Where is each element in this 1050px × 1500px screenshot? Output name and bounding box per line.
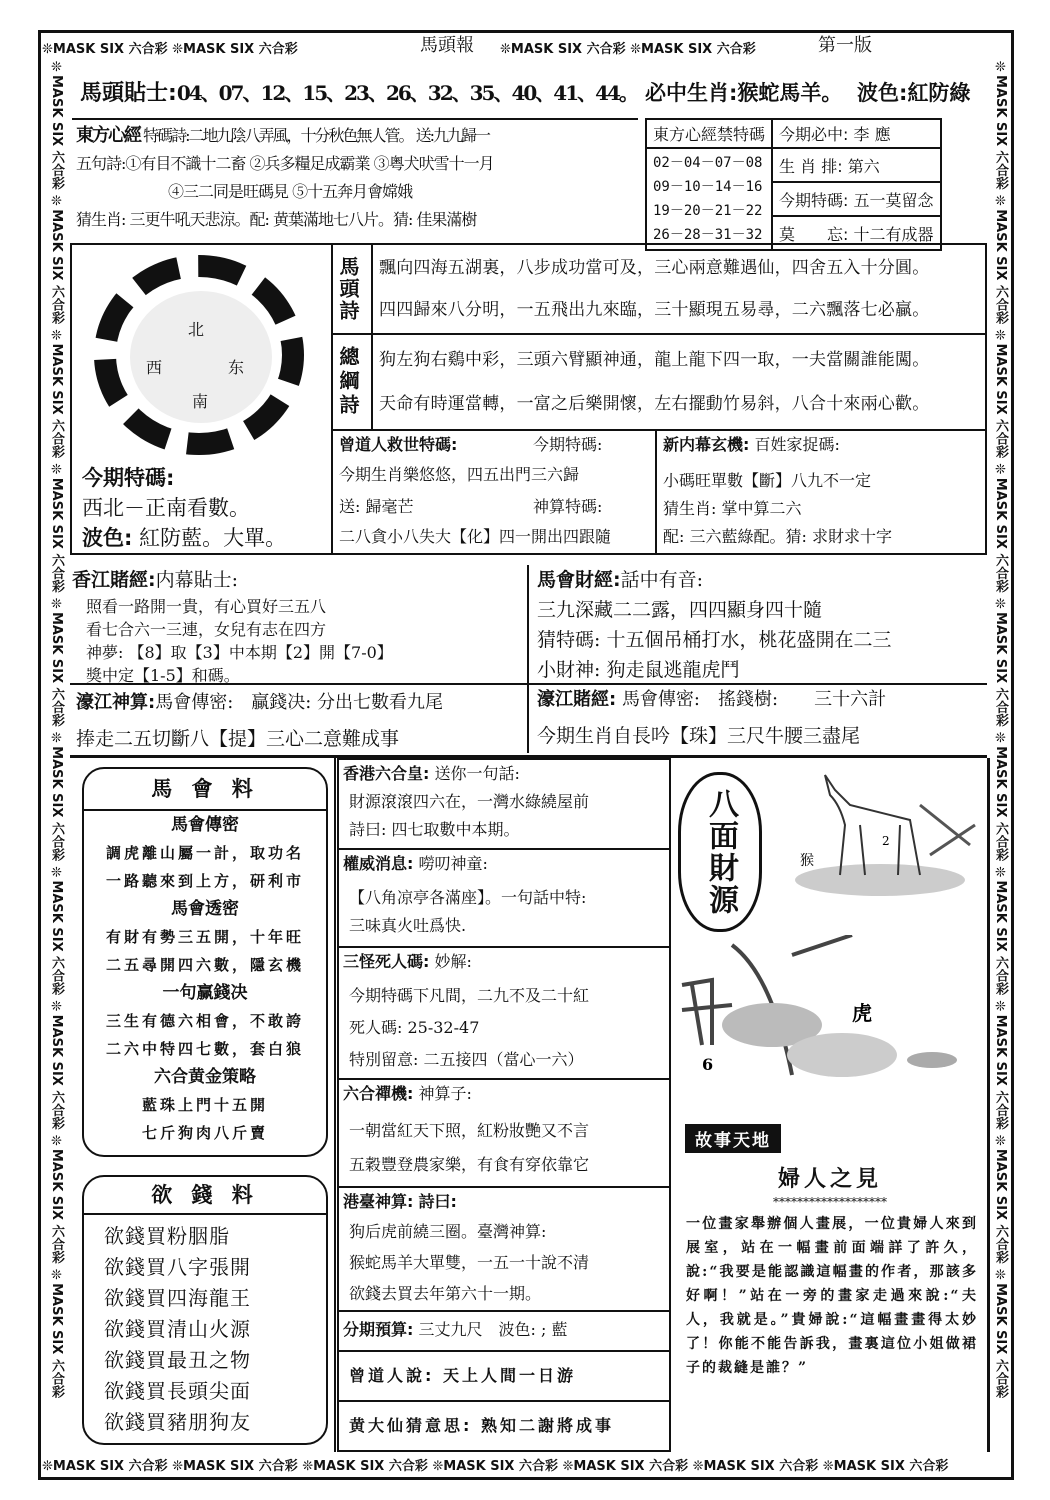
tips-numbers: 04、07、12、15、23、26、32、35、40、41、44。 — [176, 81, 637, 105]
xiangjiang-section — [72, 565, 527, 687]
poem-label: 總綱詩 — [333, 335, 373, 429]
poem-line: 天命有時運當轉，一富之后樂開懷，左右擺動竹易斜，八合十來兩心歡。 — [379, 394, 930, 414]
dongfang-section — [72, 118, 638, 242]
haojiang-shensuan — [76, 688, 443, 754]
line: 小碼旺單數【斷】八九不一定 — [663, 471, 872, 490]
item-value: 第六 — [847, 156, 880, 176]
table-item — [772, 119, 941, 148]
section-sub: 内幕貼士: — [155, 569, 239, 591]
poem-line: 飄向四海五湖裏，八步成功當可及，三心兩意難遇仙，四舍五入十分圓。 — [379, 258, 930, 278]
east-label: 东 — [228, 358, 245, 377]
matou-poem — [331, 243, 987, 335]
zonggang-poem — [331, 333, 987, 431]
item-label: 今期必中: — [779, 125, 849, 144]
tiger-illustration — [672, 935, 987, 1085]
sanguai-section — [337, 946, 671, 1080]
line: 三丈九尺 波色: ; 藍 — [418, 1320, 568, 1339]
huang-daxian — [337, 1400, 671, 1452]
section-head: 一句赢錢决 — [162, 983, 248, 1003]
section-sub: 話中有音: — [620, 569, 704, 591]
strip-repeat: ❊MASK SIX 六合彩 ❊MASK SIX 六合彩 — [500, 42, 756, 57]
south-label: 南 — [192, 392, 209, 411]
section-sub: 妙解: — [434, 952, 472, 971]
guess-line: 猜生肖: 三更牛吼天悲涼。配: 黄葉滿地七八片。猜: 佳果滿樹 — [76, 210, 477, 229]
section-sub: 馬會傳密: 搖錢樹: 三十六計 — [621, 689, 887, 710]
table-header: 東方心經禁特碼 — [646, 119, 772, 148]
section-head: 馬會傳密 — [171, 815, 239, 835]
forbidden-table — [645, 118, 942, 251]
five-label: 五句詩: — [76, 154, 126, 173]
section-title: 三怪死人碼: — [343, 952, 430, 971]
number-row: 09－10－14－16 — [653, 179, 763, 195]
bottom-strip — [42, 1455, 1010, 1475]
line: 欲錢去買去年第六十一期。 — [349, 1284, 542, 1303]
section-title: 曾道人救世特碼: — [339, 435, 458, 454]
xinnei-section — [655, 429, 987, 555]
color-label: 波色: — [82, 526, 133, 550]
section-head: 馬會透密 — [171, 899, 239, 919]
section-line: 藍珠上門十五開 — [141, 1096, 268, 1114]
item-label: 生 肖 排: — [779, 156, 843, 176]
section-title: 權威消息: — [343, 854, 414, 873]
line: 神算特碼: — [533, 497, 603, 516]
line: 死人碼: 25-32-47 — [349, 1018, 480, 1037]
line: 獎中定【1-5】和碼。 — [86, 666, 240, 685]
special-title: 今期特碼: — [82, 466, 175, 490]
north-label: 北 — [188, 320, 205, 339]
five-line-1: ①有目不識十二畜 ②兵多糧足成霸業 ③粵犬吠雪十一月 — [125, 154, 494, 173]
poem-label: 特碼詩: — [143, 126, 189, 145]
section-title: 香港六合皇: — [343, 764, 430, 783]
line: 三味真火吐爲快. — [349, 916, 467, 935]
section-sub: 送你一句話: — [434, 764, 520, 783]
yuqian-liao-box — [82, 1175, 328, 1445]
section-title: 馬會財經: — [537, 569, 621, 591]
bamian-badge — [678, 772, 762, 932]
masthead-strip — [42, 38, 414, 58]
section-title: 濠江神算: — [76, 692, 156, 713]
section-head: 六合黄金策略 — [154, 1067, 256, 1087]
section-title: 港臺神算: — [343, 1192, 414, 1211]
list-item: 欲錢買四海龍王 — [104, 1286, 251, 1310]
list-item: 欲錢買八字張開 — [104, 1255, 251, 1279]
five-line-2: ④三二同是旺碼見 ⑤十五奔月會嫦娥 — [168, 182, 413, 201]
line: 三九深藏二二露，四四顯身四十隨 — [537, 599, 823, 621]
list-item: 欲錢買粉胭脂 — [104, 1224, 230, 1248]
must-win-zodiac — [645, 78, 970, 108]
tiger-label: 虎 — [852, 1001, 872, 1025]
list-item: 欲錢買長頭尖面 — [104, 1379, 251, 1403]
yuqian-lines — [84, 1215, 326, 1438]
number-row: 26－28－31－32 — [653, 227, 763, 243]
line: 詩曰: 四七取數中本期。 — [349, 820, 520, 839]
line: 【八角凉亭各滿座】。一句話中特: — [349, 888, 587, 907]
line: 今期生肖自長吟【珠】三尺牛腰三盡尾 — [537, 725, 861, 747]
list-item: 欲錢買清山火源 — [104, 1317, 251, 1341]
strip-repeat: ❊MASK SIX 六合彩 ❊MASK SIX 六合彩 — [42, 42, 298, 57]
horse-tips — [80, 78, 637, 109]
line: 照看一路開一貴，有心買好三五八 — [86, 597, 327, 616]
section-sub: 嘮叨神童: — [418, 854, 488, 873]
mahui-sections — [84, 811, 326, 1147]
right-strip — [988, 60, 1010, 1450]
section-title: 濠江賭經: — [537, 689, 617, 710]
section-line: 有財有勢三五開，十年旺 — [105, 928, 304, 946]
hk-liuhe-section — [337, 758, 671, 850]
line: 曾道人說: 天上人間一日游 — [349, 1366, 576, 1385]
section-title: 六合禪機: — [343, 1084, 414, 1103]
deer-monkey-illustration — [770, 765, 985, 900]
fenqi-section — [337, 1310, 671, 1352]
compass-section — [70, 243, 333, 555]
number-row: 19－20－21－22 — [653, 203, 763, 219]
section-line: 調虎離山屬一計，取功名 — [105, 844, 304, 862]
line: 五穀豐登農家樂，有食有穿依靠它 — [349, 1155, 590, 1174]
poem-label: 馬頭詩 — [333, 245, 373, 333]
line: 今期生肖樂悠悠，四五出門三六歸 — [339, 465, 580, 484]
line: 狗后虎前繞三圈。臺灣神算: — [349, 1222, 547, 1241]
line: 今期特碼下凡間，二九不及二十紅 — [349, 986, 590, 1005]
line: 一朝當紅天下照，紅粉妝艷又不言 — [349, 1121, 590, 1140]
line: 特別留意: 二五接四（當心一六） — [349, 1050, 584, 1069]
section-line: 七斤狗肉八斤賣 — [141, 1124, 268, 1142]
edition-label: 第一版 — [818, 35, 872, 56]
color-label: 波色: — [857, 81, 908, 105]
masthead-strip — [892, 38, 1010, 58]
box-title: 欲 錢 料 — [84, 1177, 326, 1215]
section-sub: 今期特碼: — [533, 435, 603, 454]
item-value: 五一莫留念 — [853, 190, 934, 210]
haojiang-dujing — [527, 685, 886, 753]
color-value: 紅防綠 — [907, 81, 971, 105]
number-label: 2 — [882, 834, 890, 848]
line: 看七合六一三連，女兒有志在四方 — [86, 620, 327, 639]
section-title: 東方心經 — [76, 125, 140, 146]
send-text: 九九歸一 — [433, 126, 490, 145]
item-label: 今期特碼: — [779, 190, 849, 210]
monkey-label: 猴 — [800, 853, 814, 869]
number-label: 6 — [702, 1055, 714, 1074]
section-title: 香江賭經: — [72, 569, 156, 591]
poem-line: 四四歸來八分明，一五飛出九來臨，三十顯現五易尋，二六飄落七必贏。 — [379, 300, 930, 320]
paper-name: 馬頭報 — [420, 35, 474, 56]
line: 猜特碼: 十五個吊桶打水，桃花盛開在二三 — [537, 629, 892, 651]
west-label: 西 — [146, 358, 163, 377]
section-line: 二五尋開四六數，隱玄機 — [105, 956, 304, 974]
poem-text: 二地九陰八弄風，十分秋色無人管。 — [188, 126, 413, 145]
line: 黄大仙猜意思: 熟知二謝將成事 — [349, 1416, 614, 1435]
story-divider: ******************* — [773, 1195, 887, 1209]
send-label: 送: — [415, 126, 434, 145]
poem-line: 狗左狗右鷄中彩，三頭六臂顯神通，龍上龍下四一取，一夫當關誰能闖。 — [379, 350, 930, 370]
masthead-strip — [500, 38, 812, 58]
quanwei-section — [337, 848, 671, 948]
zodiac-value: 猴蛇馬羊。 — [737, 81, 843, 105]
badge-text: 八面財源 — [703, 788, 738, 916]
section-line: 三生有德六相會，不敢誇 — [105, 1012, 304, 1030]
section-sub: 馬會傳密: 贏錢决: 分出七數看九尾 — [155, 692, 444, 713]
section-sub: 神算子: — [418, 1084, 472, 1103]
line: 小財神: 狗走鼠逃龍虎鬥 — [537, 659, 740, 681]
section-title: 新内幕玄機: — [663, 435, 750, 454]
left-strip — [42, 60, 66, 1450]
mahui-liao-box — [82, 767, 328, 1157]
box-title: 馬 會 料 — [84, 769, 326, 811]
strip-repeat: ❊MASK SIX 六合彩 ❊MASK SIX 六合彩 ❊MASK SIX 六合彩 ❊MASK SIX 六合彩 ❊MASK SIX 六合彩 ❊MASK SIX 六合彩 ❊MASK SIX 六合彩 — [42, 1459, 949, 1474]
liuhe-chanji-section — [337, 1078, 671, 1188]
list-item: 欲錢買豬朋狗友 — [104, 1410, 251, 1434]
line: 二八貪小八失大【化】四一開出四跟隨 — [339, 527, 612, 546]
line: 送: 歸毫芒 — [339, 497, 414, 516]
section-line: 一路聽來到上方，研利市 — [105, 872, 304, 890]
strip-repeat: ❊MASK SIX 六合彩 ❊MASK SIX 六合彩 ❊MASK SIX 六合彩 ❊MASK SIX 六合彩 ❊MASK SIX 六合彩 ❊MASK SIX 六合彩 ❊MASK SIX 六合彩 ❊MASK SIX 六合彩 ❊MASK SIX 六合彩 ❊MASK SIX 六合彩 — [993, 60, 1008, 1398]
section-sub: 百姓家捉碼: — [754, 435, 840, 454]
line: 財源滾滾四六在，一灣水綠繞屋前 — [349, 792, 590, 811]
line: 捧走二五切斷八【提】三心二意難成事 — [76, 728, 400, 750]
strip-repeat: ❊MASK SIX 六合彩 ❊MASK SIX 六合彩 ❊MASK SIX 六合彩 ❊MASK SIX 六合彩 ❊MASK SIX 六合彩 ❊MASK SIX 六合彩 ❊MASK SIX 六合彩 ❊MASK SIX 六合彩 ❊MASK SIX 六合彩 ❊MASK SIX 六合彩 — [49, 60, 64, 1398]
gangtai-section — [337, 1186, 671, 1312]
line: 神夢: 【8】取【3】中本期【2】開【7-0】 — [86, 643, 393, 662]
line: 猴蛇馬羊大單雙，一五一十說不清 — [349, 1253, 590, 1272]
special-line: 西北－正南看數。 — [82, 496, 250, 520]
item-value: 李 應 — [853, 125, 891, 144]
zeng-section — [331, 429, 657, 555]
section-line: 二六中特四七數，套白狼 — [105, 1040, 304, 1058]
zeng-says — [337, 1350, 671, 1402]
line: 猜生肖: 掌中算二六 — [663, 499, 802, 518]
tips-label: 馬頭貼士: — [80, 81, 177, 106]
section-title: 分期預算: — [343, 1320, 414, 1339]
list-item: 欲錢買最丑之物 — [104, 1348, 251, 1372]
item-label: 莫 忘: — [779, 224, 849, 244]
color-value: 紅防藍。大單。 — [139, 526, 287, 550]
line: 配: 三六藍綠配。猜: 求財求十字 — [663, 527, 892, 546]
story-tag: 故事天地 — [685, 1124, 781, 1153]
mahui-caijing-section — [527, 565, 987, 683]
story-title: 婦人之見 — [777, 1167, 882, 1192]
zodiac-label: 必中生肖: — [645, 81, 738, 105]
number-row: 02－04－07－08 — [653, 155, 763, 171]
section-sub: 詩曰: — [418, 1192, 457, 1211]
item-value: 十二有成器 — [853, 224, 934, 244]
compass-icon — [94, 255, 304, 455]
story-body: 一位畫家舉辦個人畫展，一位貴婦人來到展室，站在一幅畫前面端詳了許久，說:“我要是能認識這幅畫的作者，那該多好啊！”站在一旁的畫家走過來說:“夫人，我就是。”貴婦說:“這幅畫畫得太妙了！你能不能告訴我，畫裏這位小姐做裙子的裁縫是誰？” — [686, 1216, 978, 1376]
